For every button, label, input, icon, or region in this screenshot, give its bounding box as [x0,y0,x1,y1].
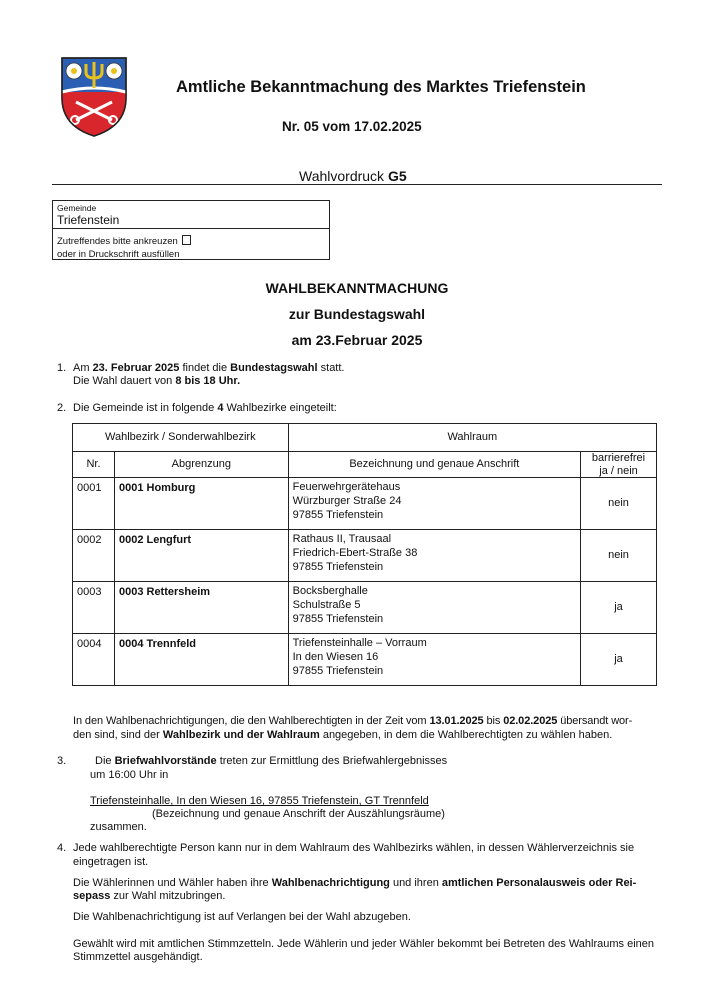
item-4-line-2: eingetragen ist. [73,856,149,868]
row-nr: 0004 [73,634,115,686]
header-title: Amtliche Bekanntmachung des Marktes Triefenstein [176,78,586,96]
document-date: am 23.Februar 2025 [291,332,423,348]
table-row [73,530,657,582]
coat-of-arms-logo [58,54,130,138]
item-4-para-4-line-2: Stimmzettel ausgehändigt. [73,951,203,963]
item-3-line-2: um 16:00 Uhr in [90,769,169,781]
row-address: Feuerwehrgerätehaus Würzburger Straße 24 97855 Triefenstein [288,478,580,530]
row-nr: 0003 [73,582,115,634]
row-accessible: ja [581,634,657,686]
row-area: 0003 Rettersheim [114,582,288,634]
item-2-line-1: Die Gemeinde ist in folgende 4 Wahlbezirke eingeteilt: [73,402,337,414]
row-address: Triefensteinhalle – Vorraum In den Wiesen 16 97855 Triefenstein [288,634,580,686]
box-divider [53,228,329,229]
table-group-header-district: Wahlbezirk / Sonderwahlbezirk [73,424,289,452]
document-title: WAHLBEKANNTMACHUNG [265,280,449,296]
item-4-para-3: Die Wahlbenachrichtigung ist auf Verlangen bei der Wahl abzugeben. [73,911,411,923]
notice-line-2: den sind, sind der Wahlbezirk und der Wahlraum angegeben, in dem die Wahlberechtigten zu wählen haben. [73,729,613,741]
row-nr: 0001 [73,478,115,530]
item-2-number: 2. [57,402,67,414]
form-code: G5 [387,168,407,184]
table-row [73,634,657,686]
item-3-line-1: Die Briefwahlvorstände treten zur Ermittlung des Briefwahlergebnisses [95,755,448,767]
hint-text-1: Zutreffendes bitte ankreuzen [57,236,178,247]
row-accessible: nein [581,478,657,530]
row-address: Bocksberghalle Schulstraße 5 97855 Triefenstein [288,582,580,634]
item-4-number: 4. [57,842,67,854]
table-header-address: Bezeichnung und genaue Anschrift [288,452,580,478]
table-row [73,478,657,530]
table-row [73,582,657,634]
notice-line-1: In den Wahlbenachrichtigungen, die den Wahlberechtigten in der Zeit vom 13.01.2025 bis 02.02.2025 übersandt wor- [73,715,633,727]
print-hint: oder in Druckschrift ausfüllen [57,249,180,260]
item-4-line-1: Jede wahlberechtigte Person kann nur in dem Wahlraum des Wahlbezirks wählen, in dessen Wählerverzeichnis sie [73,842,635,854]
item-4-para-2-line-1: Die Wählerinnen und Wähler haben ihre Wahlbenachrichtigung und ihren amtlichen Personalausweis oder Rei- [73,877,637,889]
table-header-area: Abgrenzung [114,452,288,478]
table-group-header-room: Wahlraum [288,424,656,452]
item-4-para-2-line-2: sepass zur Wahl mitzubringen. [73,890,226,902]
item-3-line-3: zusammen. [90,821,147,833]
item-1-number: 1. [57,362,67,374]
item-1-line-2: Die Wahl dauert von 8 bis 18 Uhr. [73,375,241,387]
row-area: 0002 Lengfurt [114,530,288,582]
municipality-value: Triefenstein [57,213,120,227]
row-area: 0004 Trennfeld [114,634,288,686]
document-subtitle: zur Bundestagswahl [288,306,426,322]
form-prefix: Wahlvordruck [299,168,388,184]
issue-number: Nr. 05 vom 17.02.2025 [282,119,422,134]
row-accessible: nein [581,530,657,582]
item-1-line-1: Am 23. Februar 2025 findet die Bundestagswahl statt. [73,362,345,374]
table-header-nr: Nr. [73,452,115,478]
table-header-accessible: barrierefrei ja / nein [581,452,657,478]
row-nr: 0002 [73,530,115,582]
row-area: 0001 Homburg [114,478,288,530]
checkbox-icon[interactable] [182,235,191,245]
item-4-para-4-line-1: Gewählt wird mit amtlichen Stimmzetteln. Jede Wählerin und jeder Wähler bekommt bei Betreten des Wahlraums einen [73,938,655,950]
district-table [72,423,657,686]
item-3-number: 3. [57,755,67,767]
form-divider [52,184,662,185]
counting-location: Triefensteinhalle, In den Wiesen 16, 97855 Triefenstein, GT Trennfeld [90,795,429,807]
row-address: Rathaus II, Trausaal Friedrich-Ebert-Straße 38 97855 Triefenstein [288,530,580,582]
form-designation [299,167,407,185]
checkbox-hint [57,235,191,248]
counting-location-caption: (Bezeichnung und genaue Anschrift der Auszählungsräume) [152,808,445,820]
row-accessible: ja [581,582,657,634]
municipality-box [52,200,330,260]
municipality-label: Gemeinde [57,203,97,213]
